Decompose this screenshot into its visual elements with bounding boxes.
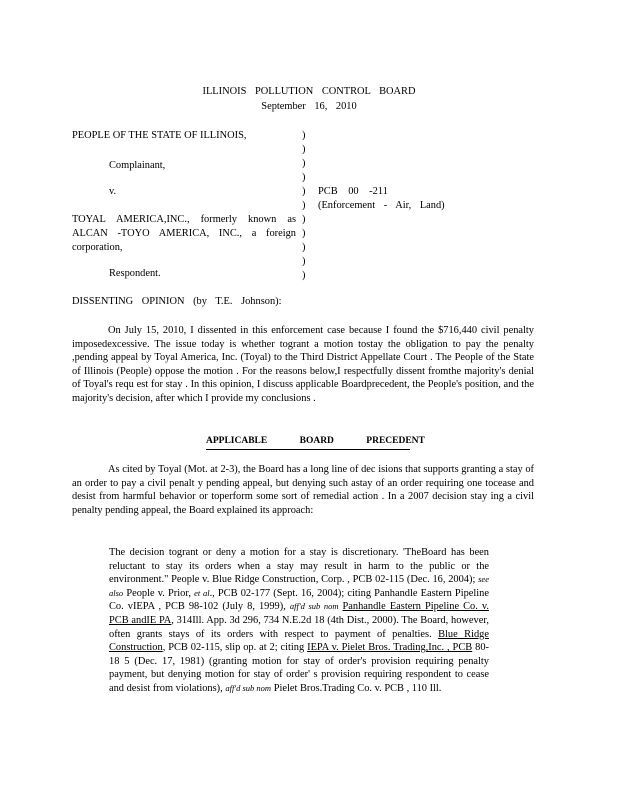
caption-paren: ) bbox=[302, 270, 306, 281]
caption-paren: ) bbox=[302, 228, 306, 239]
section-paragraph-text: As cited by Toyal (Mot. at 2-3), the Board has a long line of dec isions that supports granting a stay of an order to pay a civil penalt y pending appeal, but denying such astay of an order requiring one tocease and desist from harmful behavior or toperform some sort of remedial action . In a 2007 decision stay ing a civil penalty pending appeal, the Board explained its approach: bbox=[72, 464, 534, 516]
quote-case-name: Blue Ridge Construction bbox=[109, 628, 489, 654]
section-title: APPLICABLE BOARD PRECEDENT bbox=[206, 436, 425, 446]
defendant-line-1: TOYAL AMERICA,INC., formerly known as bbox=[72, 214, 296, 225]
quote-affd-sub-nom: aff'd sub nom bbox=[289, 601, 339, 612]
quote-text: Pielet Bros.Trading Co. v. PCB , 110 Ill. bbox=[273, 682, 442, 694]
quote-text: , PCB 02-115, slip op. at 2; citing bbox=[162, 642, 305, 654]
quote-case-name: IEPA v. Pielet Bros. Trading,Inc. , PCB bbox=[307, 642, 473, 654]
case-type: (Enforcement - Air, Land) bbox=[318, 200, 445, 211]
quote-text: ., PCB 02-177 (Sept. 16, 2004); citing Panhandle Eastern Pipeline Co. vIEPA , PCB 98-102 (July 8, 1999), bbox=[109, 587, 489, 613]
versus-label: v. bbox=[109, 186, 117, 197]
plaintiff-role: Complainant, bbox=[109, 160, 166, 171]
case-number: PCB 00 -211 bbox=[318, 186, 388, 197]
caption-paren: ) bbox=[302, 144, 306, 155]
quote-text: , 314Ill. App. 3d 296, 734 N.E.2d 18 (4th Dist., 2000). The Board, however, often grants stays of its orders with respect to payment of penalties. bbox=[109, 614, 489, 640]
quote-affd-sub-nom: aff'd sub nom bbox=[225, 682, 272, 693]
section-paragraph bbox=[72, 463, 534, 517]
intro-paragraph bbox=[72, 324, 534, 406]
opinion-date: September 16, 2010 bbox=[261, 101, 357, 112]
quote-text: 80-18 5 (Dec. 17, 1981) (granting motion for stay of order's provision requiring penalty payment, but denying motion for stay of order' s provision requiring respondent to cease and desist from violations), bbox=[109, 642, 489, 694]
caption-paren: ) bbox=[302, 158, 306, 169]
quote-signal-see-also: see also bbox=[109, 574, 489, 598]
intro-paragraph-text: On July 15, 2010, I dissented in this enforcement case because I found the $716,440 civil penalty imposedexcessive. The issue today is whether togrant a motion tostay the obligation to pay the penalty ,pending appeal by Toyal America, Inc. (Toyal) to the Third District Appellate Court . The People of the State of Illinois (People) oppose the motion . For the reasons below,I respectfully dissent fromthe majority's denial of Toyal's requ est for stay . In this opinion, I discuss applicable Boardprecedent, the People's position, and the majority's decision, after which I provide my conclusions . bbox=[72, 325, 534, 404]
defendant-role: Respondent. bbox=[109, 268, 161, 279]
plaintiff-name: PEOPLE OF THE STATE OF ILLINOIS, bbox=[72, 130, 247, 141]
agency-heading: ILLINOIS POLLUTION CONTROL BOARD bbox=[202, 86, 416, 97]
caption-paren: ) bbox=[302, 186, 306, 197]
quote-text: People v. Prior, bbox=[126, 587, 191, 599]
caption-paren: ) bbox=[302, 130, 306, 141]
section-title-underline bbox=[206, 449, 410, 450]
defendant-line-3: corporation, bbox=[72, 242, 123, 253]
caption-paren: ) bbox=[302, 214, 306, 225]
quote-et-al: et al bbox=[194, 587, 210, 598]
quote-text: The decision togrant or deny a motion for a stay is discretionary. 'TheBoard has been reluctant to stay its orders when a stay may result in harm to the public or the environment." People v. Blue Ridge Construction, Corp. , PCB 02-115 (Dec. 16, 2004); bbox=[109, 547, 489, 586]
caption-paren: ) bbox=[302, 256, 306, 267]
opinion-title: DISSENTING OPINION (by T.E. Johnson): bbox=[72, 296, 282, 307]
caption-paren: ) bbox=[302, 172, 306, 183]
caption-paren: ) bbox=[302, 200, 306, 211]
block-quote bbox=[109, 546, 489, 696]
defendant-line-2: ALCAN -TOYO AMERICA, INC., a foreign bbox=[72, 228, 296, 239]
quote-case-name: Panhandle Eastern Pipeline Co. v. PCB andIE PA bbox=[109, 601, 489, 626]
caption-paren: ) bbox=[302, 242, 306, 253]
